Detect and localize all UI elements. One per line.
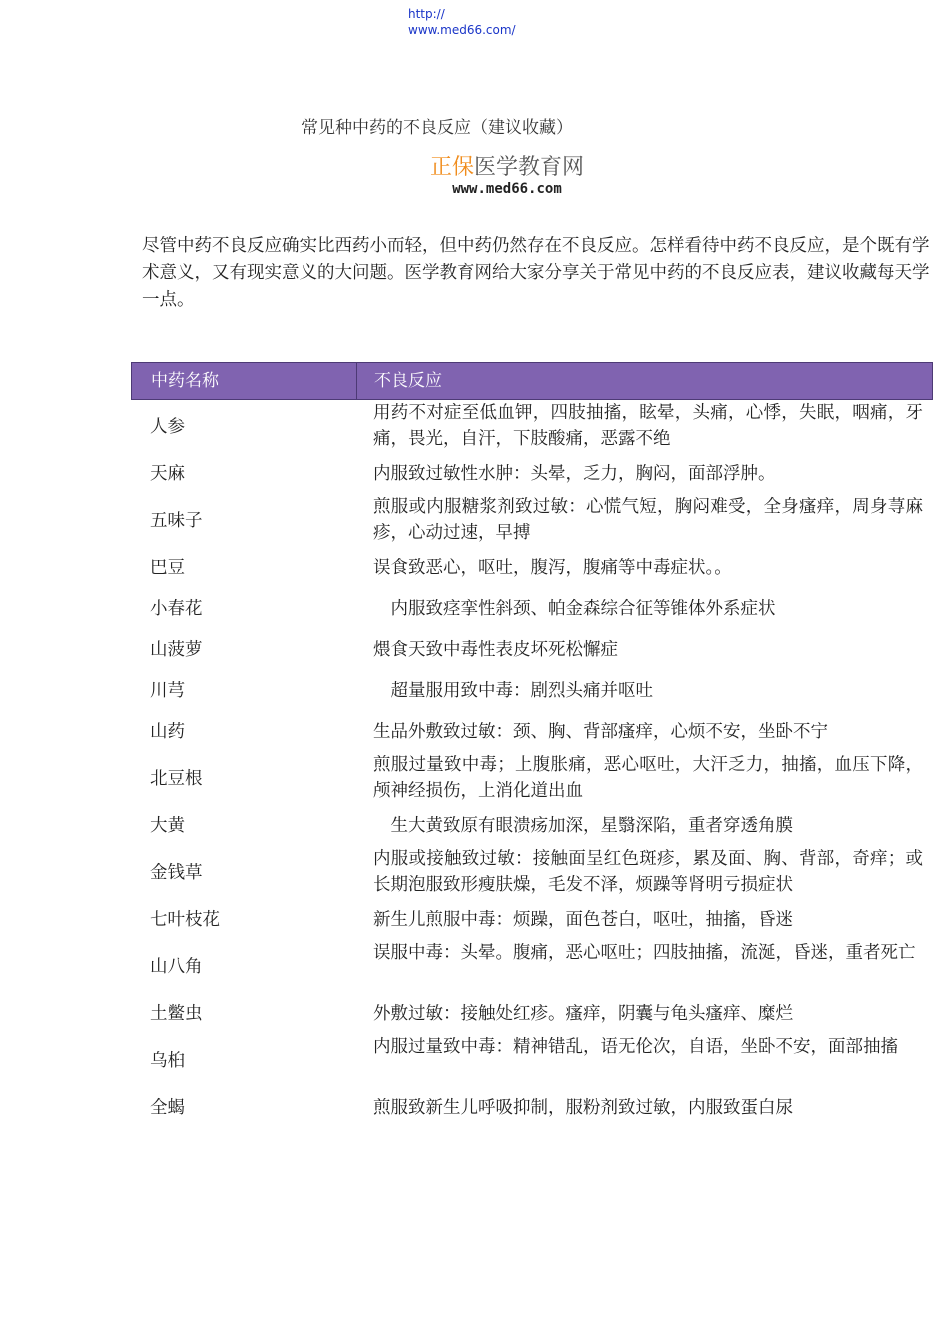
herb-name-cell: 金钱草 <box>150 862 203 883</box>
table-row <box>131 846 933 899</box>
adverse-reaction-cell: 生品外敷致过敏：颈、胸、背部瘙痒，心烦不安，坐卧不宁 <box>373 721 828 742</box>
herb-name-cell: 小春花 <box>150 598 203 619</box>
table-row <box>131 588 933 629</box>
adverse-reaction-cell: 内服致痉挛性斜颈、帕金森综合征等锥体外系症状 <box>373 598 776 619</box>
herb-name-cell: 土鳖虫 <box>150 1003 203 1024</box>
header-herb-name: 中药名称 <box>132 363 357 399</box>
adverse-reaction-table <box>131 362 933 1128</box>
header-url[interactable] <box>408 6 516 38</box>
herb-name-cell: 山药 <box>150 721 185 742</box>
adverse-reaction-cell: 内服过量致中毒：精神错乱，语无伦次，自语，坐卧不安，面部抽搐 <box>373 1037 898 1057</box>
herb-name-cell: 巴豆 <box>150 557 185 578</box>
adverse-reaction-cell: 生大黄致原有眼溃疡加深，星翳深陷，重者穿透角膜 <box>373 815 793 836</box>
logo-url: www.med66.com <box>452 181 562 197</box>
adverse-reaction-cell: 超量服用致中毒：剧烈头痛并呕吐 <box>373 680 653 701</box>
adverse-reaction-cell: 误服中毒：头晕。腹痛，恶心呕吐；四肢抽搐，流涎，昏迷，重者死亡 <box>373 943 916 963</box>
document-title: 常见种中药的不良反应（建议收藏） <box>301 118 573 138</box>
intro-paragraph: 尽管中药不良反应确实比西药小而轻，但中药仍然存在不良反应。怎样看待中药不良反应，是个既有学术意义，又有现实意义的大问题。医学教育网给大家分享关于常见中药的不良反应表，建议收藏每天学一点。 <box>142 236 930 310</box>
table-row <box>131 711 933 752</box>
herb-name-cell: 山八角 <box>150 956 203 977</box>
adverse-reaction-cell: 煨食天致中毒性表皮坏死松懈症 <box>373 639 618 660</box>
adverse-reaction-cell: 煎服致新生儿呼吸抑制，服粉剂致过敏，内服致蛋白尿 <box>373 1097 793 1118</box>
table-row <box>131 940 933 993</box>
url-line-2[interactable]: www.med66.com/ <box>408 23 516 37</box>
adverse-reaction-cell: 内服致过敏性水肿：头晕，乏力，胸闷，面部浮肿。 <box>373 463 776 484</box>
herb-name-cell: 大黄 <box>150 815 185 836</box>
table-row <box>131 752 933 805</box>
adverse-reaction-cell: 外敷过敏：接触处红疹。瘙痒，阴囊与龟头瘙痒、糜烂 <box>373 1003 793 1024</box>
table-row <box>131 670 933 711</box>
adverse-reaction-cell: 煎服或内服糖浆剂致过敏：心慌气短，胸闷难受，全身瘙痒，周身荨麻疹，心动过速，早搏 <box>373 497 923 543</box>
table-row <box>131 453 933 494</box>
adverse-reaction-cell: 用药不对症至低血钾，四肢抽搐，眩晕，头痛，心悸，失眠，咽痛，牙痛，畏光，自汗，下肢酸痛，恶露不绝 <box>373 403 923 449</box>
herb-name-cell: 川芎 <box>150 680 185 701</box>
table-row <box>131 993 933 1034</box>
brand-logo <box>422 154 592 196</box>
adverse-reaction-cell: 煎服过量致中毒；上腹胀痛，恶心呕吐，大汗乏力，抽搐，血压下降，颅神经损伤，上消化道出血 <box>373 755 923 801</box>
table-row <box>131 899 933 940</box>
herb-name-cell: 人参 <box>150 416 185 437</box>
herb-name-cell: 乌桕 <box>150 1050 185 1071</box>
herb-name-cell: 七叶枝花 <box>150 909 220 930</box>
table-body <box>131 400 933 1128</box>
adverse-reaction-cell: 新生儿煎服中毒：烦躁，面色苍白，呕吐，抽搐，昏迷 <box>373 909 793 930</box>
table-row <box>131 1034 933 1087</box>
table-row <box>131 547 933 588</box>
table-header <box>131 362 933 400</box>
herb-name-cell: 五味子 <box>150 510 203 531</box>
header-adverse-reaction: 不良反应 <box>374 371 442 391</box>
table-row <box>131 400 933 453</box>
herb-name-cell: 山菠萝 <box>150 639 203 660</box>
url-line-1[interactable]: http:// <box>408 7 445 21</box>
herb-name-cell: 天麻 <box>150 463 185 484</box>
table-row <box>131 805 933 846</box>
table-row <box>131 1087 933 1128</box>
adverse-reaction-cell: 内服或接触致过敏：接触面呈红色斑疹，累及面、胸、背部，奇痒；或长期泡服致形瘦肤燥，毛发不泽，烦躁等肾明亏损症状 <box>373 849 923 895</box>
logo-text-name: 医学教育网 <box>474 155 585 180</box>
logo-text-brand: 正保 <box>429 155 474 180</box>
herb-name-cell: 全蝎 <box>150 1097 185 1118</box>
herb-name-cell: 北豆根 <box>150 768 203 789</box>
table-row <box>131 629 933 670</box>
table-row <box>131 494 933 547</box>
adverse-reaction-cell: 误食致恶心，呕吐，腹泻，腹痛等中毒症状。。 <box>373 557 732 578</box>
